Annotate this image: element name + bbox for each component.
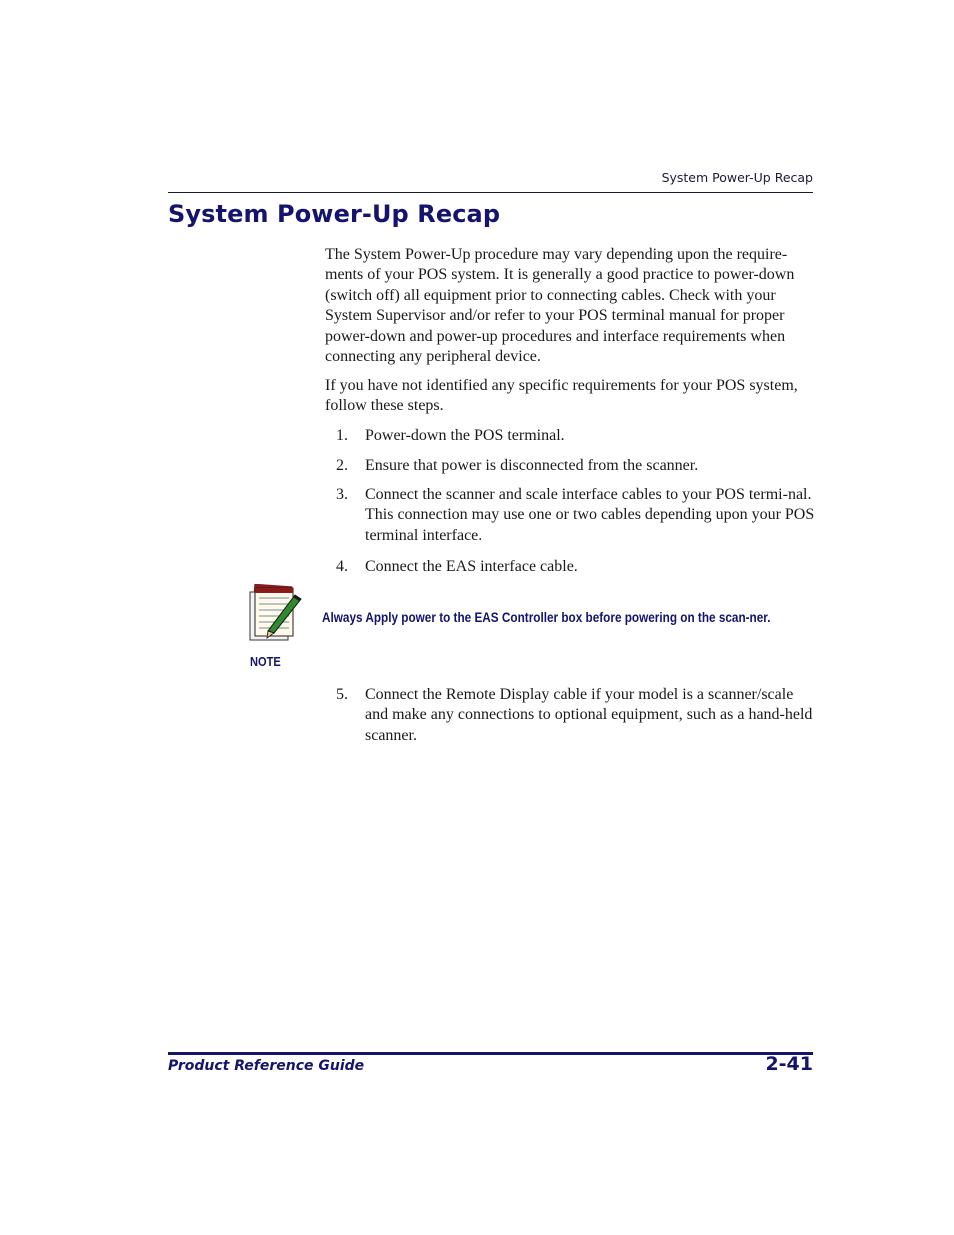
running-header: System Power-Up Recap	[661, 170, 813, 185]
step-text: Power-down the POS terminal.	[365, 427, 565, 444]
step-item-5	[336, 685, 816, 746]
footer-guide-title: Product Reference Guide	[168, 1058, 365, 1074]
page-title: System Power-Up Recap	[168, 200, 501, 228]
notepad-pencil-icon	[248, 584, 302, 642]
step-text: Connect the scanner and scale interface cables to your POS termi-nal. This connection may use one or two cables depending upon your POS terminal interface.	[365, 486, 815, 544]
intro-paragraph: The System Power-Up procedure may vary depending upon the require-ments of your POS system. It is generally a good practice to power-down (switch off) all equipment prior to connecting cables. Check with your System Supervisor and/or refer to your POS terminal manual for proper power-down and power-up procedures and interface requirements when connecting any peripheral device.	[325, 246, 795, 366]
step-text: Connect the EAS interface cable.	[365, 558, 578, 575]
step-item-2	[336, 456, 816, 476]
step-number: 1.	[336, 427, 348, 444]
step-item-4	[336, 557, 816, 577]
step-number: 4.	[336, 558, 348, 575]
page-number: 2-41	[765, 1053, 813, 1075]
step-number: 2.	[336, 457, 348, 474]
step-item-1	[336, 426, 816, 446]
header-rule	[168, 192, 813, 193]
step-item-3	[336, 485, 816, 546]
note-text: Always Apply power to the EAS Controller box before powering on the scan-ner.	[322, 609, 771, 625]
note-label: NOTE	[250, 654, 281, 669]
step-number: 3.	[336, 486, 348, 503]
step-number: 5.	[336, 686, 348, 703]
step-text: Ensure that power is disconnected from the scanner.	[365, 457, 699, 474]
step-text: Connect the Remote Display cable if your model is a scanner/scale and make any connections to optional equipment, such as a hand-held scanner.	[365, 686, 813, 744]
steps-intro-paragraph: If you have not identified any specific requirements for your POS system, follow these steps.	[325, 377, 798, 415]
